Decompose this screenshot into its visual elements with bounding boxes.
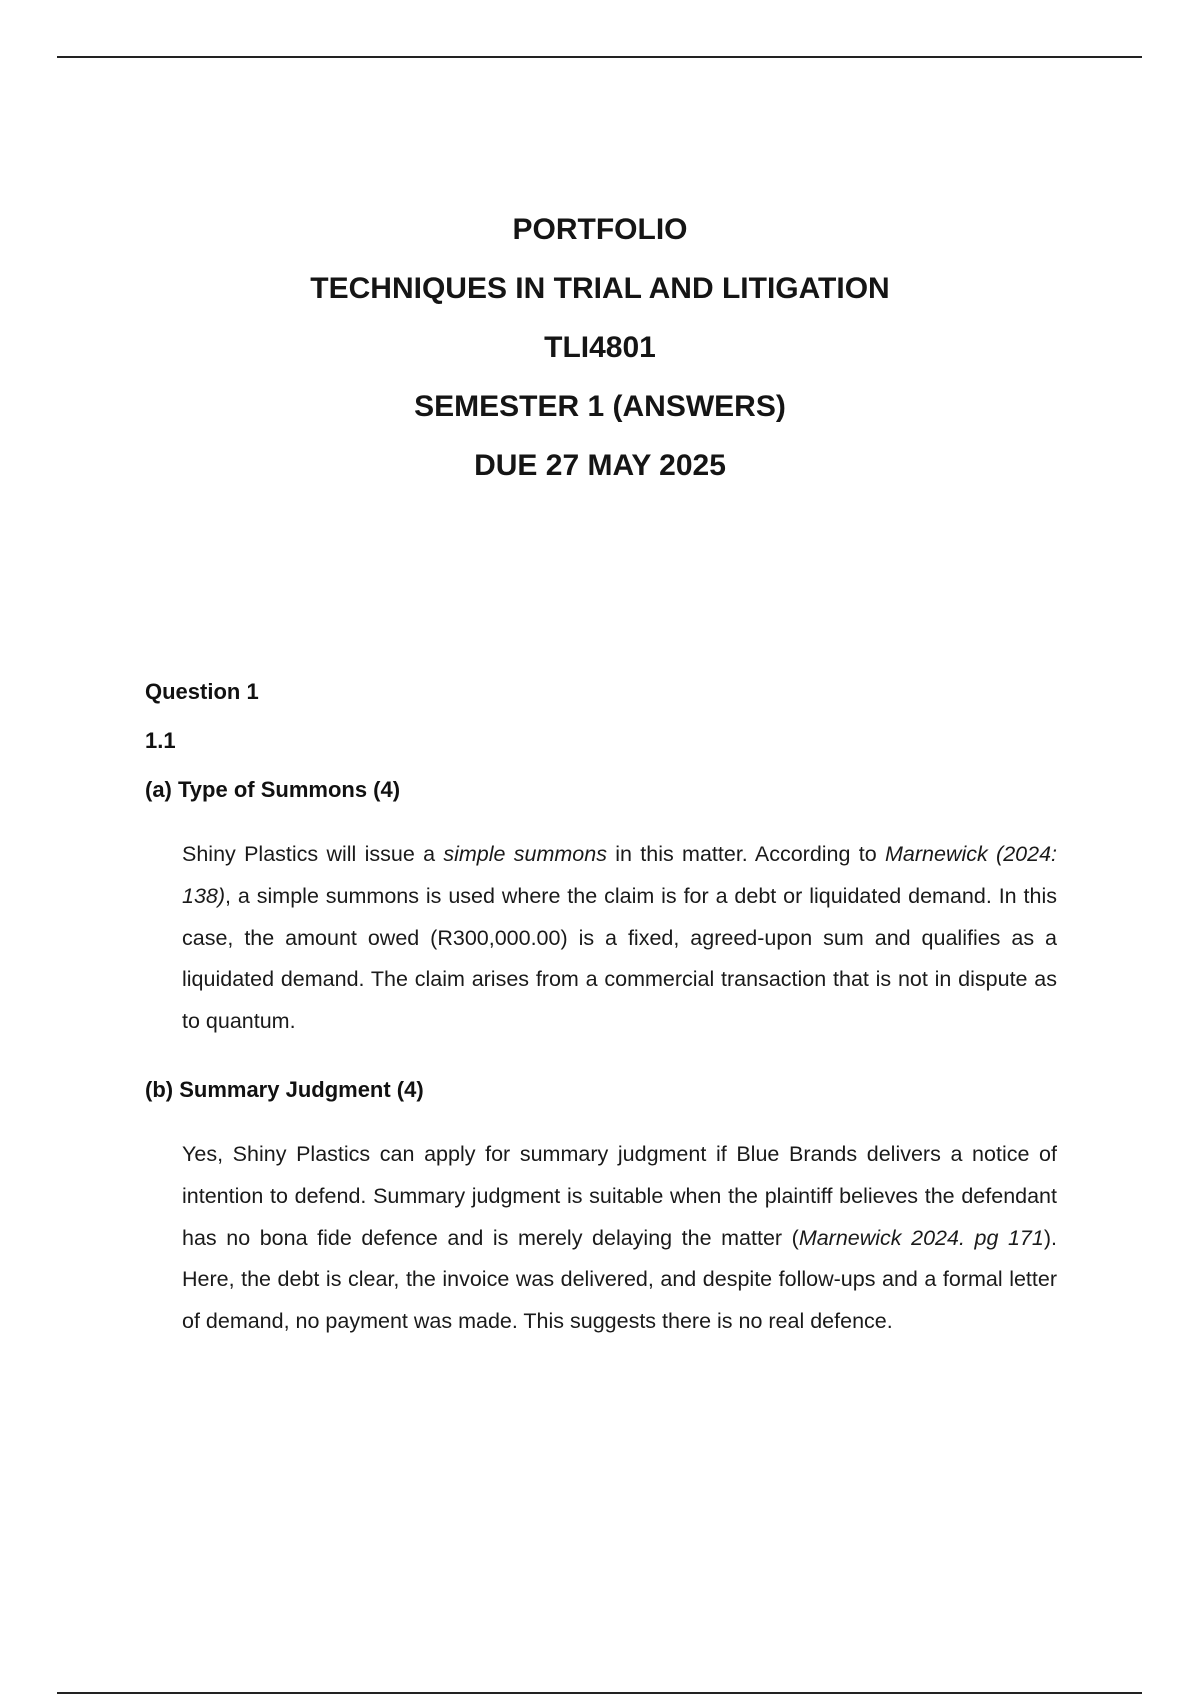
top-rule xyxy=(57,56,1142,58)
part-a-heading: (a) Type of Summons (4) xyxy=(145,777,401,802)
part-a-paragraph: Shiny Plastics will issue a simple summons in this matter. According to Marnewick (2024: 138), a simple summons is used where the claim is for a debt or liquidated demand. In this case, the amount owed (R300,000.00) is a fixed, agreed-upon sum and qualifies as a liquidated demand. The claim arises from a commercial transaction that is not in dispute as to quantum. xyxy=(182,842,1058,1034)
part-b-paragraph: Yes, Shiny Plastics can apply for summary judgment if Blue Brands delivers a notice of intention to defend. Summary judgment is suitable when the plaintiff believes the defendant has no bona fide defence and is merely delaying the matter (Marnewick 2024. pg 171). Here, the debt is clear, the invoice was delivered, and despite follow-ups and a formal letter of demand, no payment was made. This suggests there is no real defence. xyxy=(182,1141,1057,1334)
title-module-code: TLI4801 xyxy=(544,331,656,364)
title-block xyxy=(0,200,1200,495)
title-due-date: DUE 27 MAY 2025 xyxy=(474,449,726,482)
bottom-rule xyxy=(57,1692,1142,1694)
title-semester: SEMESTER 1 (ANSWERS) xyxy=(414,390,786,423)
document-body xyxy=(145,675,1057,1343)
question-heading: Question 1 xyxy=(145,679,259,704)
title-module-name: TECHNIQUES IN TRIAL AND LITIGATION xyxy=(310,272,890,305)
question-number: 1.1 xyxy=(145,728,176,753)
title-portfolio: PORTFOLIO xyxy=(512,213,688,246)
part-b-heading: (b) Summary Judgment (4) xyxy=(145,1076,424,1102)
